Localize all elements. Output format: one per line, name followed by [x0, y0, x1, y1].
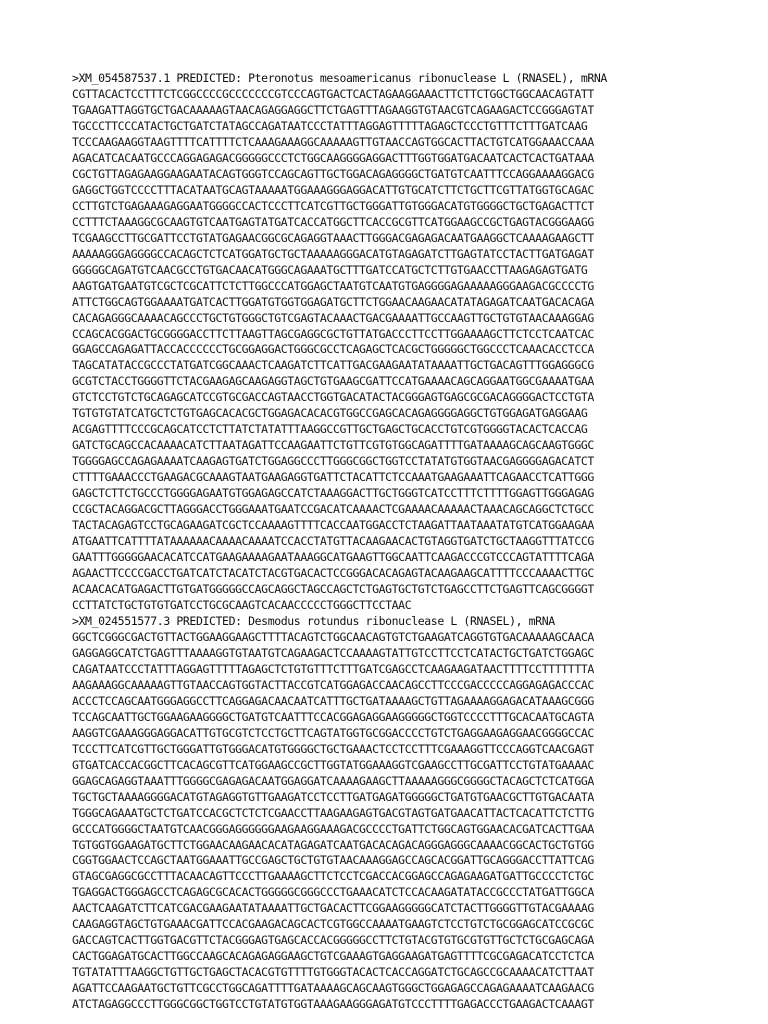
- sequence-line: TGAGGACTGGGAGCCTCAGAGCGCACACTGGGGGCGGGCCCTGAAACATCTCCACAAGATATACCGCCCTATGATTGGCA: [72, 885, 594, 900]
- sequence-header: >XM_054587537.1 PREDICTED: Pteronotus mesoamericanus ribonuclease L (RNASEL), mRNA: [72, 71, 607, 85]
- sequence-line: TCCAGCAATTGCTGGAAGAAGGGGCTGATGTCAATTTCCACGGAGAGGAAGGGGGCTGGTCCCCTTTGCACAATGCAGTA: [72, 709, 594, 724]
- sequence-line: TCCCTTCATCGTTGCTGGGATTGTGGGACATGTGGGGCTGCTGAAACTCCTCCTTTCGAAAGGTTCCCAGGTCAACGAGT: [72, 741, 594, 756]
- sequence-line: TGTATATTTAAGGCTGTTGCTGAGCTACACGTGTTTTGTGGGTACACTCACCAGGATCTGCAGCCGCAAAACATCTTAAT: [72, 965, 594, 980]
- sequence-line: AAAAAGGGAGGGGCCACAGCTCTCATGGATGCTGCTAAAAAGGGACATGTAGAGATCTTGAGTATCCTACTTGATGAGAT: [72, 246, 594, 261]
- sequence-line: CACTGGAGATGCACTTGGCCAAGCACAGAGAGGAAGCTGTCGAAAGTGAGGAAGATGAGTTTTCGCGAGACATCCTCTCA: [72, 949, 594, 964]
- fasta-record: [72, 614, 732, 1013]
- sequence-line: AGACATCACAATGCCCAGGAGAGACGGGGGCCCTCTGGCAAGGGGAGGACTTTGGTGGATGACAATCACTCACTGATAAA: [72, 150, 594, 165]
- sequence-line: AAGGTCGAAAGGGAGGACATTGTGCGTCTCCTGCTTCAGTATGGTGCGGACCCCTGTCTGAGGAAGAGGAACGGGGCCAC: [72, 725, 594, 740]
- sequence-line: CCGCTACAGGACGCTTAGGGACCTGGGAAATGAATCCGACATCAAAACTCGAAAACAAAAACTAAACAGCAGGCTCTGCC: [72, 502, 594, 517]
- sequence-line: AACTCAAGATCTTCATCGACGAAGAATATAAAATTGCTGACACTTCGGAAGGGGGCATCTACTTGGGGTTGTACGAAAAG: [72, 901, 594, 916]
- sequence-line: CAAGAGGTAGCTGTGAAACGATTCCACGAAGACAGCACTCGTGGCCAAAATGAAGTCTCCTGTCTGCGGAGCATCCGCGC: [72, 917, 594, 932]
- sequence-line: GGCTCGGGCGACTGTTACTGGAAGGAAGCTTTTACAGTCTGGCAACAGTGTCTGAAGATCAGGTGTGACAAAAAGCAACA: [72, 629, 594, 644]
- sequence-line: ACAACACATGAGACTTGTGATGGGGGCCAGCAGGCTAGCCAGCTCTGAGTGCTGTCTGAGCCTTCTGAGTTCAGCGGGGT: [72, 582, 594, 596]
- sequence-line: GGAGCCAGAGATTACCACCCCCCTGCGGAGGACTGGGCGCCTCAGAGCTCACGCTGGGGGCTGGCCCTCAAACACCTCCA: [72, 342, 594, 357]
- fasta-document: [72, 71, 732, 1013]
- sequence-line: CCTTATCTGCTGTGTGATCCTGCGCAAGTCACAACCCCCTGGGCTTCCTAAC: [72, 597, 412, 612]
- sequence-line: TACTACAGAGTCCTGCAGAAGATCGCTCCAAAAGTTTTCACCAATGGACCTCTAAGATTAATAAATATGTCATGGAAGAA: [72, 518, 594, 533]
- sequence-line: TGGGCAGAAATGCTCTGATCCACGCTCTCTCGAACCTTAAGAAGAGTGACGTAGTGATGAACATTACTCACATTCTCTTG: [72, 805, 594, 820]
- sequence-line: CCTTGTCTGAGAAAGAGGAATGGGGCCACTCCCTTCATCGTTGCTGGGATTGTGGGACATGTGGGGCTGCTGAGACTTCT: [72, 198, 594, 213]
- sequence-line: TCCCAAGAAGGTAAGTTTTCATTTTCTCAAAGAAAGGCAAAAAGTTGTAACCAGTGGCACTTACTGTCATGGAAACCAAA: [72, 134, 594, 149]
- sequence-line: TGTGTGTATCATGCTCTGTGAGCACACGCTGGAGACACACGTGGCCGAGCACAGAGGGGAGGCTGTGGAGATGAGGAAG: [72, 406, 588, 421]
- sequence-line: ACGAGTTTTCCCGCAGCATCCTCTTATCTATATTTAAGGCCGTTGCTGAGCTGCACCTGTCGTGGGGTACACTCACCAG: [72, 422, 588, 437]
- sequence-line: GGGGGCAGATGTCAACGCCTGTGACAACATGGGCAGAAATGCTTTGATCCATGCTCTTGTGAACCTTAAGAGAGTGATG: [72, 262, 588, 277]
- sequence-line: GAGGAGGCATCTGAGTTTAAAAGGTGTAATGTCAGAAGACTCCAAAAGTATTGTCCTTCCTCATACTGCTGATCTGGAGC: [72, 645, 594, 660]
- sequence-line: TCGAAGCCTTGCGATTCCTGTATGAGAACGGCGCAGAGGTAAACTTGGGACGAGAGACAATGAAGGCTCAAAAGAAGCTT: [72, 230, 594, 245]
- sequence-line: GAATTTGGGGGAACACATCCATGAAGAAAAGAATAAAGGCATGAAGTTGGCAATTCAAGACCCGTCCCAGTATTTTCAGA: [72, 550, 594, 565]
- sequence-line: TGTGGTGGAAGATGCTTCTGGAACAAGAACACATAGAGATCAATGACACAGACAGGGAGGGCAAAACGGCACTGCTGTGG: [72, 837, 594, 852]
- sequence-line: AAGTGATGAATGTCGCTCGCATTCTCTTGGCCCATGGAGCTAATGTCAATGTGAGGGGAGAAAAAGGGAAGACGCCCCTG: [72, 278, 594, 293]
- sequence-line: CAGATAATCCCTATTTAGGAGTTTTTAGAGCTCTGTGTTTCTTTGATCGAGCCTCAAGAAGATAACTTTTCCTTTTTTTA: [72, 661, 594, 676]
- sequence-line: TGCCCTTCCCATACTGCTGATCTATAGCCAGATAATCCCTATTTAGGAGTTTTTAGAGCTCCCTGTTTCTTTGATCAAG: [72, 118, 588, 133]
- sequence-line: GAGCTCTTCTGCCCTGGGGAGAATGTGGAGAGCCATCTAAAGGACTTGCTGGGTCATCCTTTCTTTTGGAGTTGGGAGAG: [72, 486, 594, 501]
- sequence-line: GTAGCGAGGCGCCTTTACAACAGTTCCCTTGAAAAGCTTCTCCTCGACCACGGAGCCAGAGAAGATGATTGCCCCTCTGC: [72, 869, 594, 884]
- sequence-line: GACCAGTCACTTGGTGACGTTCTACGGGAGTGAGCACCACGGGGGCCTTCTGTACGTGTGCGTGTTGCTCTGCGAGCAGA: [72, 933, 594, 948]
- sequence-line: GCGTCTACCTGGGGTTCTACGAAGAGCAAGAGGTAGCTGTGAAGCGATTCCATGAAAACAGCAGGAATGGCGAAAATGAA: [72, 374, 594, 389]
- sequence-line: CGCTGTTAGAGAAGGAAGAATACAGTGGGTCCAGCAGTTGCTGGACAGAGGGGCTGATGTCAATTTCCAGGAAAAGGACG: [72, 166, 594, 181]
- sequence-line: ATGAATTCATTTTATAAAAAACAAAACAAAATCCACCTATGTTACAAGAACACTGTAGGTGATCTGCTAAGGTTTATCCG: [72, 534, 594, 549]
- sequence-line: TGCTGCTAAAAGGGGACATGTAGAGGTGTTGAAGATCCTCCTTGATGAGATGGGGGCTGATGTGAACGCTTGTGACAATA: [72, 789, 594, 804]
- sequence-line: CACAGAGGGCAAAACAGCCCTGCTGTGGGCTGTCGAGTACAAACTGACGAAAATTGCCAAGTTGCTGTGTAACAAAGGAG: [72, 310, 594, 325]
- sequence-line: AGAACTTCCCCGACCTGATCATCTACATCTACGTGACACTCCGGGACACAGAGTACAAGAAGCATTTTCCCAAAACTTGC: [72, 566, 594, 581]
- fasta-record: [72, 71, 732, 614]
- sequence-header: >XM_024551577.3 PREDICTED: Desmodus rotundus ribonuclease L (RNASEL), mRNA: [72, 613, 555, 628]
- sequence-line: GTCTCCTGTCTGCAGAGCATCCGTGCGACCAGTAACCTGGTGACATACTACGGGAGTGAGCGCGACAGGGGACTCCTGTA: [72, 390, 594, 405]
- sequence-line: CCTTTCTAAAGGCGCAAGTGTCAATGAGTATGATCACCATGGCTTCACCGCGTTCATGGAAGCCGCTGAGTACGGGAAGG: [72, 214, 594, 229]
- sequence-line: TGGGGAGCCAGAGAAAATCAAGAGTGATCTGGAGGCCCTTGGGCGGCTGGTCCTATATGTGGTAACGAGGGGAGACATCT: [72, 454, 594, 469]
- sequence-line: GTGATCACCACGGCTTCACAGCGTTCATGGAAGCCGCTTGGTATGGAAAGGTCGAAGCCTTGCGATTCCTGTATGAAAAC: [72, 757, 594, 772]
- sequence-line: ATTCTGGCAGTGGAAAATGATCACTTGGATGTGGTGGAGATGCTTCTGGAACAAGAACATATAGAGATCAATGACACAGA: [72, 294, 594, 309]
- sequence-line: CTTTTGAAACCCTGAAGACGCAAAGTAATGAAGAGGTGATTCTACATTCTCCAAATGAAGAAATTCAGAACCTCATTGGG: [72, 470, 594, 485]
- sequence-line: TGAAGATTAGGTGCTGACAAAAAGTAACAGAGGAGGCTTCTGAGTTTAGAAGGTGTAACGTCAGAAGACTCCGGGAGTAT: [72, 102, 594, 117]
- sequence-line: CCAGCACGGACTGCGGGGACCTTCTTAAGTTAGCGAGGCGCTGTTATGACCCTTCCTTGGAAAAGCTTCTCCTCAATCAC: [72, 326, 594, 341]
- sequence-line: AAGAAAGGCAAAAAGTTGTAACCAGTGGTACTTACCGTCATGGAGACCAACAGCCTTCCCGACCCCCAGGAGAGACCCAC: [72, 677, 594, 692]
- sequence-line: ATCTAGAGGCCCTTGGGCGGCTGGTCCTGTATGTGGTAAAGAAGGGAGATGTCCCTTTTGAGACCCTGAAGACTCAAAGT: [72, 997, 594, 1012]
- sequence-line: CGTTACACTCCTTTCTCGGCCCCGCCCCCCCGTCCCAGTGACTCACTAGAAGGAAACTTCTTCTGGCTGGCAACAGTATT: [72, 86, 594, 101]
- sequence-line: GAGGCTGGTCCCCTTTACATAATGCAGTAAAAATGGAAAGGGAGGACATTGTGCATCTTCTGCTTCGTTATGGTGCAGAC: [72, 182, 594, 197]
- sequence-line: ACCCTCCAGCAATGGGAGGCCTTCAGGAGACAACAATCATTTGCTGATAAAAGCTGTTAGAAAAGGAGACATAAAGCGGG: [72, 693, 594, 708]
- sequence-line: GCCCATGGGGCTAATGTCAACGGGAGGGGGGAAGAAGGAAAGACGCCCCTGATTCTGGCAGTGGAACACGATCACTTGAA: [72, 821, 594, 836]
- sequence-line: CGGTGGAACTCCAGCTAATGGAAATTGCCGAGCTGCTGTGTAACAAAGGAGCCAGCACGGATTGCAGGGACCTTATTCAG: [72, 853, 594, 868]
- sequence-line: GGAGCAGAGGTAAATTTGGGGCGAGAGACAATGGAGGATCAAAAGAAGCTTAAAAAGGGCGGGGCTACAGCTCTCATGGA: [72, 773, 594, 788]
- sequence-line: GATCTGCAGCCACAAAACATCTTAATAGATTCCAAGAATTCTGTTCGTGTGGCAGATTTTGATAAAAGCAGCAAGTGGGC: [72, 438, 594, 453]
- sequence-line: AGATTCCAAGAATGCTGTTCGCCTGGCAGATTTTGATAAAAGCAGCAAGTGGGCTGGAGAGCCAGAGAAAATCAAGAACG: [72, 981, 594, 996]
- sequence-line: TAGCATATACCGCCCTATGATCGGCAAACTCAAGATCTTCATTGACGAAGAATATAAAATTGCTGACAGTTTGGAGGGCG: [72, 358, 594, 373]
